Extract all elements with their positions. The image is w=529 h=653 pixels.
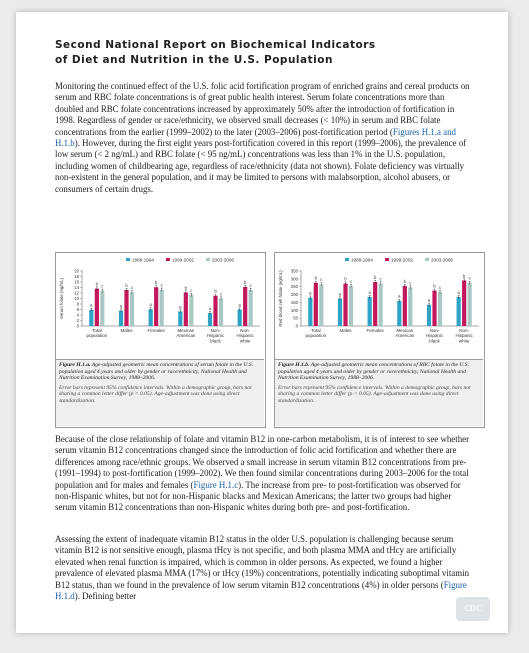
legend-swatch (206, 258, 210, 261)
significance-letter: c (409, 280, 412, 286)
significance-letter: b (125, 282, 128, 288)
significance-letter: b (462, 273, 466, 279)
bar (208, 313, 212, 326)
significance-letter: b (184, 285, 188, 291)
significance-letter: a (338, 291, 342, 297)
x-category-label-line: Mexican (177, 328, 195, 333)
y-tick-label: 100 (290, 307, 298, 313)
caption-note: Error bars represent 95% confidence intervals. Within a demographic group, bars not sharing a common letter differ (p < 0.05). Age-adjustment was done using direct standardization. (278, 384, 471, 404)
bar (343, 284, 347, 326)
caption-text: Age-adjusted geometric mean concentrations of RBC folate in the U.S. population aged 4 years and older by gender or race/ethnicity, National Health and Nutrition Examination Survey, 1988–2006. (278, 362, 470, 382)
significance-letter: c (249, 282, 252, 288)
legend-label: 1988-1994 (351, 257, 373, 263)
y-tick-label: 20 (74, 268, 79, 274)
report-title-line1: Second National Report on Biochemical Indicators (55, 39, 376, 51)
paragraph-text: Assessing the extent of inadequate vitamin B12 status in the older U.S. population is challenging because serum vitamin B12 is not sensitive enough, plasma tHcy is not specific, and both plasma MMA and tHcy are artificially elevated when renal function is impaired, which is common in older persons. As expected, we found a higher prevalence of elevated plasma MMA (17%) or tHcy (19%) concentrations, potentially indicating suboptimal vitamin B12 status, than we found in the prevalence of low serum vitamin B12 concentrations (4%) in older persons ( (55, 534, 470, 590)
x-category-label-line: Mexican (396, 328, 414, 333)
significance-letter: a (119, 303, 123, 309)
x-category-label (237, 328, 255, 343)
x-category-label (305, 328, 326, 338)
report-title-line2: of Diet and Nutrition in the U.S. Population (55, 53, 333, 66)
y-axis-label: Red blood cell folate (ng/mL) (278, 270, 283, 327)
bar (408, 288, 412, 327)
y-tick-label: 0 (295, 323, 298, 329)
significance-letter: a (90, 302, 93, 308)
bar (427, 305, 431, 326)
figure-h1b-caption (275, 359, 483, 426)
y-tick-label: 350 (290, 268, 298, 274)
x-category-label-line: black (210, 338, 221, 344)
y-axis-label: Serum folate (ng/mL) (59, 277, 64, 320)
significance-letter: c (130, 285, 134, 291)
y-tick-label: 12 (74, 290, 79, 296)
x-category-label-line: Hispanic (455, 333, 473, 339)
chart-legend (345, 257, 453, 262)
paragraph-text: ). However, during the first eight years post-fortification covered in this report (1999–2006), the prevalence of low serum (< 2 ng/mL) and RBC folate (< 95 ng/mL) concentrations was less than 1% in the U.S. population, including women of childbearing age, regardless of race/ethnicity (data not shown). Folate deficiency was virtually non-existent in the general population, and it may be limited to persons with malabsorption, alcohol abusers, or consumers of certain drugs. (55, 138, 467, 194)
x-category-label-line: American (395, 333, 415, 339)
y-tick-label: 10 (74, 296, 79, 301)
x-category-label (395, 328, 415, 338)
significance-letter: a (427, 297, 431, 303)
bar (438, 292, 442, 326)
x-category-label-line: Total (311, 328, 321, 333)
x-category-label (426, 328, 444, 343)
bar (468, 283, 472, 326)
significance-letter: c (320, 277, 323, 283)
x-category-label (176, 328, 196, 338)
y-tick-label: 14 (74, 285, 79, 290)
significance-letter: b (403, 278, 407, 284)
x-category-label-line: population (305, 333, 327, 339)
bar (95, 289, 99, 326)
x-category-label-line: Hispanic (236, 333, 254, 339)
bar (349, 286, 353, 326)
caption-note: Error bars represent 95% confidence intervals. Within a demographic group, bars not sharing a common letter differ (p < 0.05). Age-adjustment was done using direct standardization. (59, 384, 252, 404)
significance-letter: a (398, 293, 401, 299)
legend-swatch (166, 258, 170, 261)
significance-letter: c (349, 278, 353, 284)
x-category-label (339, 328, 352, 333)
figure-h1b-panel (274, 252, 485, 428)
report-title (55, 38, 485, 67)
paragraph-b12-status (55, 534, 470, 602)
significance-letter: a (457, 289, 460, 295)
bar (373, 282, 377, 326)
significance-letter: b (95, 281, 99, 287)
y-tick-label: 6 (76, 307, 79, 312)
x-category-label-line: Females (366, 328, 384, 333)
paragraph-text: Monitoring the continued effect of the U.S. folic acid fortification program of enriched grains and cereal products on serum and RBC folate concentrations is of great public health interest. Serum folate concentrations more than doubled and RBC folate concentrations increased by approximately 50% after the introduction of fortification in 1998. Regardless of gender or race/ethnicity, we observed small decreases (< 10%) in serum and RBC folate concentrations from the earlier (1999–2002) to the later (2003–2006) post-fortification period ( (55, 81, 470, 137)
bar (213, 296, 217, 326)
legend-label: 2003-2006 (212, 257, 234, 263)
bar (100, 291, 104, 326)
x-category-label-line: Non- (459, 328, 470, 333)
significance-letter: c (190, 287, 193, 293)
x-category-label-line: Hispanic (425, 333, 444, 339)
bar (124, 290, 128, 326)
significance-letter: c (219, 291, 223, 297)
legend-swatch (126, 258, 130, 261)
bar (160, 290, 164, 326)
paragraph-vitamin-b12 (55, 434, 470, 514)
y-tick-label: 150 (290, 299, 298, 305)
bar (432, 291, 436, 326)
x-category-label-line: Non- (210, 328, 221, 333)
bar (149, 309, 153, 326)
bar (189, 295, 193, 326)
significance-letter: c (438, 285, 442, 291)
bar (308, 298, 312, 326)
y-tick-label: 18 (74, 274, 79, 279)
significance-letter: b (214, 288, 217, 294)
bar (89, 310, 93, 326)
significance-letter: a (238, 302, 241, 308)
significance-letter: b (344, 276, 347, 282)
bar (314, 283, 318, 326)
bar (178, 311, 182, 326)
significance-letter: b (243, 279, 247, 285)
bar (184, 292, 188, 326)
figure-h1a-panel (55, 252, 266, 428)
paragraph-text: Because of the close relationship of folate and vitamin B12 in one-carbon metabolism, it is of interest to see whether serum vitamin B12 concentrations changed since the introduction of folic acid fortification and whether there are differences among race/ethnic groups. We observed a small increase in serum vitamin B12 concentrations from pre- (1991–1994) to post-fortification (1999–2002). We then found similar concentrations during 2003–2006 for the total population and for males and females ( (55, 434, 470, 490)
x-category-label (148, 328, 166, 333)
x-category-label (456, 328, 474, 343)
rbc-folate-chart (275, 253, 484, 359)
caption-label: Figure H.1.a. (59, 362, 91, 368)
bar (154, 287, 158, 326)
legend-swatch (345, 258, 349, 261)
bar (243, 287, 247, 326)
bar (238, 310, 242, 327)
x-category-label-line: population (86, 333, 108, 339)
y-tick-label: 8 (76, 301, 79, 307)
x-category-label-line: American (176, 333, 196, 339)
significance-letter: c (379, 276, 382, 282)
x-category-label-line: Hispanic (206, 333, 225, 339)
bar (119, 311, 123, 326)
legend-label: 1988-1994 (132, 257, 154, 263)
bar (249, 290, 253, 326)
legend-label: 2003-2006 (431, 257, 453, 263)
x-category-label-line: Females (147, 328, 165, 333)
bar (368, 297, 372, 326)
figure-link-h1a-h1b[interactable]: Figures H.1.a and H.1.b (55, 126, 456, 149)
bar (338, 299, 342, 327)
report-page (16, 12, 508, 633)
cdc-watermark-logo: CDC (456, 597, 490, 621)
significance-letter: b (314, 275, 318, 281)
x-category-label (120, 328, 133, 333)
bar (130, 292, 134, 326)
significance-letter: b (373, 274, 377, 280)
significance-letter: c (101, 283, 104, 289)
significance-letter: b (433, 283, 436, 289)
y-tick-label: 300 (290, 276, 298, 282)
significance-letter: a (208, 305, 212, 311)
y-tick-label: 50 (293, 315, 298, 321)
legend-swatch (385, 258, 389, 261)
x-category-label-line: Non- (240, 328, 251, 333)
figure-link-h1d[interactable]: Figure H.1.d (55, 579, 467, 602)
significance-letter: a (179, 304, 182, 310)
caption-label: Figure H.1.b. (278, 362, 310, 368)
legend-label: 1999-2002 (172, 257, 194, 263)
chart-legend (126, 257, 234, 262)
y-tick-label: 2 (76, 318, 79, 323)
paragraph-text: ). Defining better (74, 591, 137, 602)
x-category-label-line: black (429, 338, 440, 344)
x-category-label-line: Total (92, 328, 102, 333)
figure-link-h1c[interactable]: Figure H.1.c (193, 479, 239, 490)
significance-letter: a (368, 289, 371, 295)
significance-letter: b (154, 280, 158, 286)
paragraph-text: ). The increase from pre- to post-fortification was observed for non-Hispanic whites, but not for non-Hispanic blacks and Mexican Americans; the latter two groups had higher serum vitamin B12 concentrations than non-Hispanic whites during both pre- and post-fortification. (55, 479, 461, 513)
legend-label: 1999-2002 (391, 257, 413, 263)
significance-letter: c (468, 275, 471, 281)
paragraph-folate-monitoring (55, 81, 470, 195)
bar (457, 297, 461, 326)
bar (462, 280, 466, 326)
x-category-label-line: white (239, 338, 251, 344)
legend-swatch (425, 258, 429, 261)
y-tick-label: 16 (74, 279, 79, 285)
x-category-label-line: Males (120, 328, 133, 333)
y-tick-label: 4 (76, 312, 79, 318)
y-tick-label: 0 (76, 323, 79, 329)
significance-letter: a (149, 302, 152, 308)
figure-h1a-caption (56, 359, 264, 426)
x-category-label-line: Non- (429, 328, 440, 333)
x-category-label (207, 328, 225, 343)
bar (379, 284, 383, 326)
bar (219, 299, 223, 327)
bar (403, 286, 407, 326)
caption-text: Age-adjusted geometric mean concentrations of serum folate in the U.S. population aged 4 years and older by gender or race/ethnicity, National Health and Nutrition Examination Survey, 1988–2006. (59, 362, 254, 382)
x-category-label (367, 328, 385, 333)
x-category-label-line: Males (339, 328, 352, 333)
x-category-label (86, 328, 107, 338)
x-category-label-line: white (458, 338, 470, 344)
significance-letter: c (160, 282, 163, 288)
significance-letter: a (309, 290, 312, 296)
y-tick-label: 200 (290, 292, 298, 298)
y-tick-label: 250 (290, 284, 298, 290)
serum-folate-chart (56, 253, 265, 359)
bar (319, 284, 323, 326)
bar (397, 301, 401, 326)
